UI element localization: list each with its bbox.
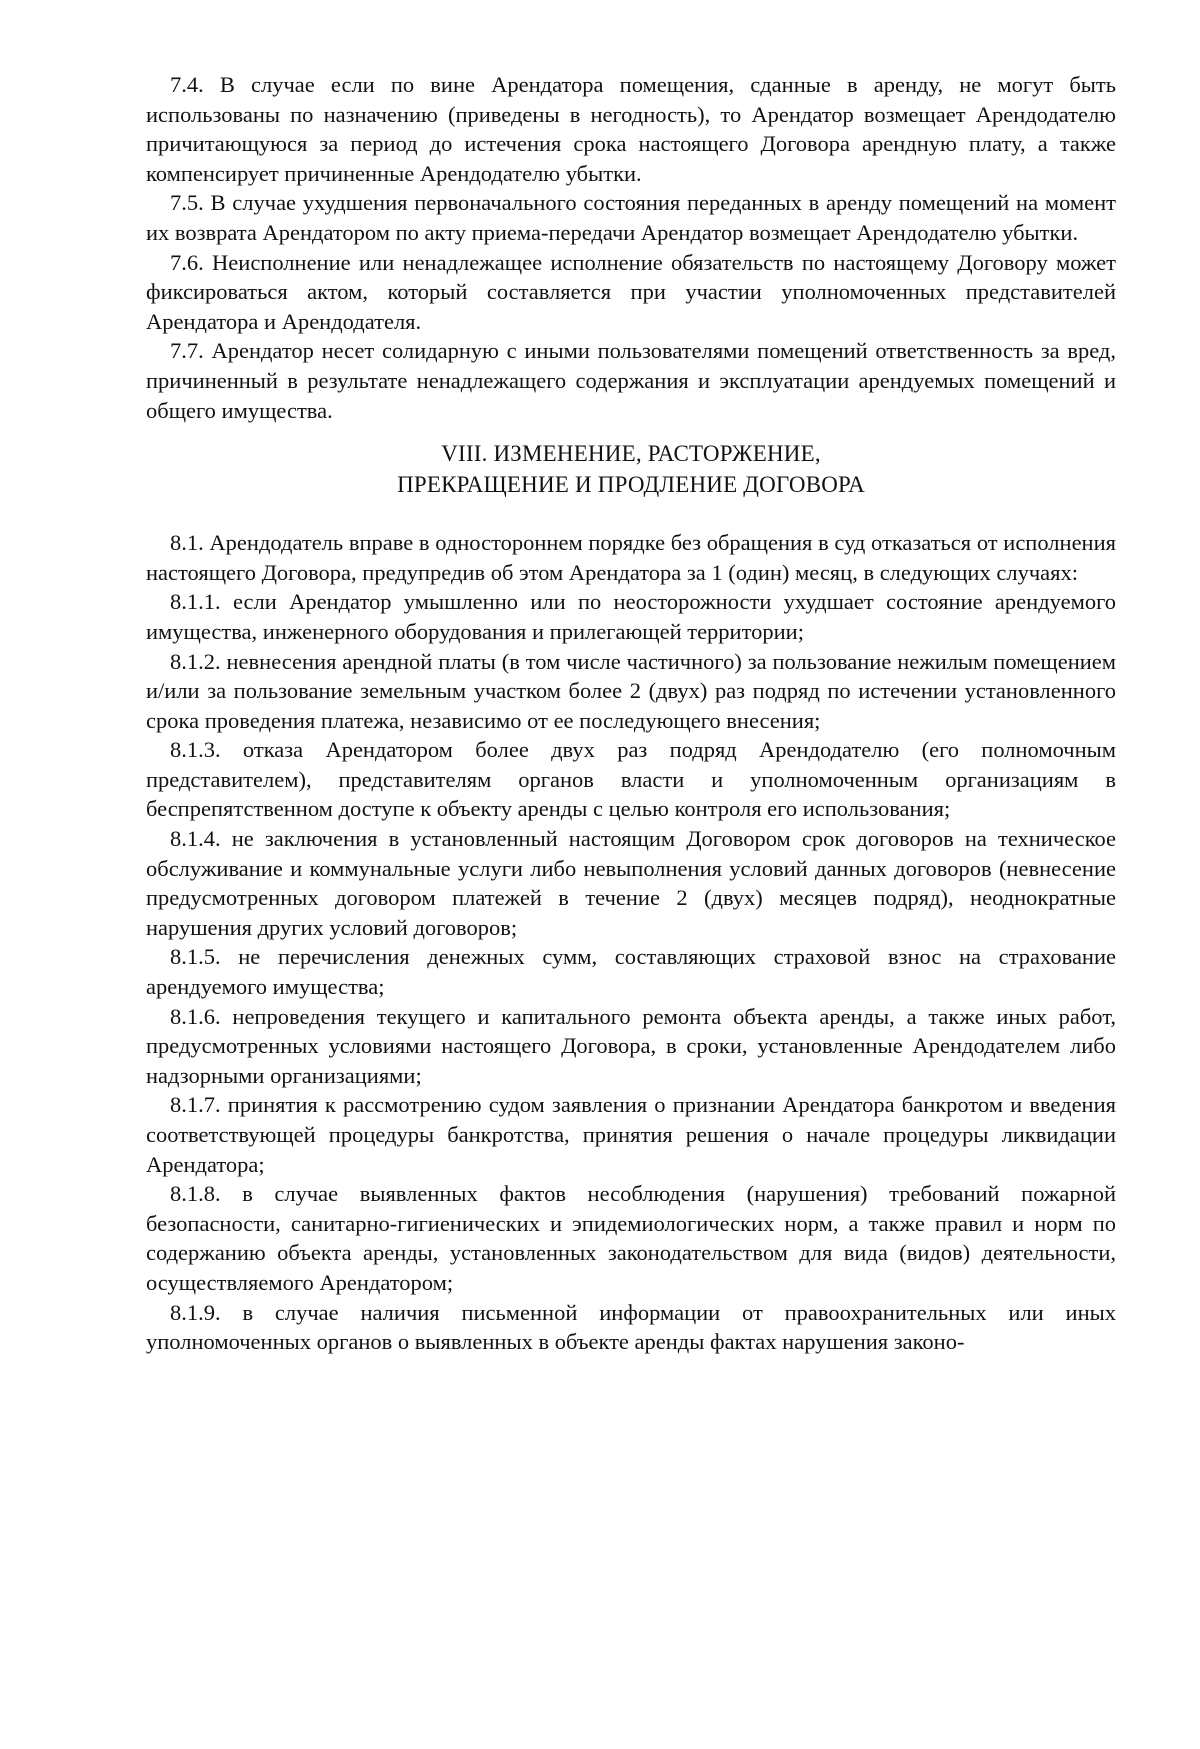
clause-8-1-1: 8.1.1. если Арендатор умышленно или по неосторожности ухудшает состояние арендуемого имущества, инженерного оборудования и прилегающей территории; [146,589,1116,644]
clause-8-1-4: 8.1.4. не заключения в установленный настоящим Договором срок договоров на техническое обслуживание и коммунальные услуги либо невыполнения условий данных договоров (невнесение предусмотренных договором платежей в течение 2 (двух) месяцев подряд), неоднократные нарушения других условий договоров; [146,826,1116,940]
clause-8-1: 8.1. Арендодатель вправе в одностороннем порядке без обращения в суд отказаться от исполнения настоящего Договора, предупредив об этом Арендатора за 1 (один) месяц, в следующих случаях: [146,530,1116,585]
clause-8-1-2: 8.1.2. невнесения арендной платы (в том числе частичного) за пользование нежилым помещением и/или за пользование земельным участком более 2 (двух) раз подряд по истечении установленного срока проведения платежа, независимо от ее последующего внесения; [146,648,1116,733]
section-8-heading-line-2: ПРЕКРАЩЕНИЕ И ПРОДЛЕНИЕ ДОГОВОРА [397,472,865,498]
clause-8-1-6: 8.1.6. непроведения текущего и капитального ремонта объекта аренды, а также иных работ, предусмотренных условиями настоящего Договора, в сроки, установленные Арендодателем либо надзорными организациями; [146,1003,1116,1088]
clause-8-1-8: 8.1.8. в случае выявленных фактов несоблюдения (нарушения) требований пожарной безопасности, санитарно-гигиенических и эпидемиологических норм, а также правил и норм по содержанию объекта аренды, установленных законодательством для вида (видов) деятельности, осуществляемого Арендатором; [146,1181,1116,1295]
clause-8-1-7: 8.1.7. принятия к рассмотрению судом заявления о признании Арендатора банкротом и введения соответствующей процедуры банкротства, принятия решения о начале процедуры ликвидации Арендатора; [146,1092,1116,1177]
document-page [146,70,1116,1357]
section-8-heading [146,438,1116,500]
clause-7-4: 7.4. В случае если по вине Арендатора помещения, сданные в аренду, не могут быть использованы по назначению (приведены в негодность), то Арендатор возмещает Арендодателю причитающуюся за период до истечения срока настоящего Договора арендную плату, а также компенсирует причиненные Арендодателю убытки. [146,72,1116,186]
clause-7-5: 7.5. В случае ухудшения первоначального состояния переданных в аренду помещений на момент их возврата Арендатором по акту приема-передачи Арендатор возмещает Арендодателю убытки. [146,190,1116,245]
section-8-heading-line-1: VIII. ИЗМЕНЕНИЕ, РАСТОРЖЕНИЕ, [441,441,821,467]
clause-7-6: 7.6. Неисполнение или ненадлежащее исполнение обязательств по настоящему Договору может фиксироваться актом, который составляется при участии уполномоченных представителей Арендатора и Арендодателя. [146,249,1116,334]
clause-8-1-3: 8.1.3. отказа Арендатором более двух раз подряд Арендодателю (его полномочным представителем), представителям органов власти и уполномоченным организациям в беспрепятственном доступе к объекту аренды с целью контроля его использования; [146,737,1116,822]
clause-8-1-9: 8.1.9. в случае наличия письменной информации от правоохранительных или иных уполномоченных органов о выявленных в объекте аренды фактах нарушения законо- [146,1299,1116,1355]
clause-7-7: 7.7. Арендатор несет солидарную с иными пользователями помещений ответственность за вред, причиненный в результате ненадлежащего содержания и эксплуатации арендуемых помещений и общего имущества. [146,338,1116,423]
clause-8-1-5: 8.1.5. не перечисления денежных сумм, составляющих страховой взнос на страхование арендуемого имущества; [146,944,1116,1000]
